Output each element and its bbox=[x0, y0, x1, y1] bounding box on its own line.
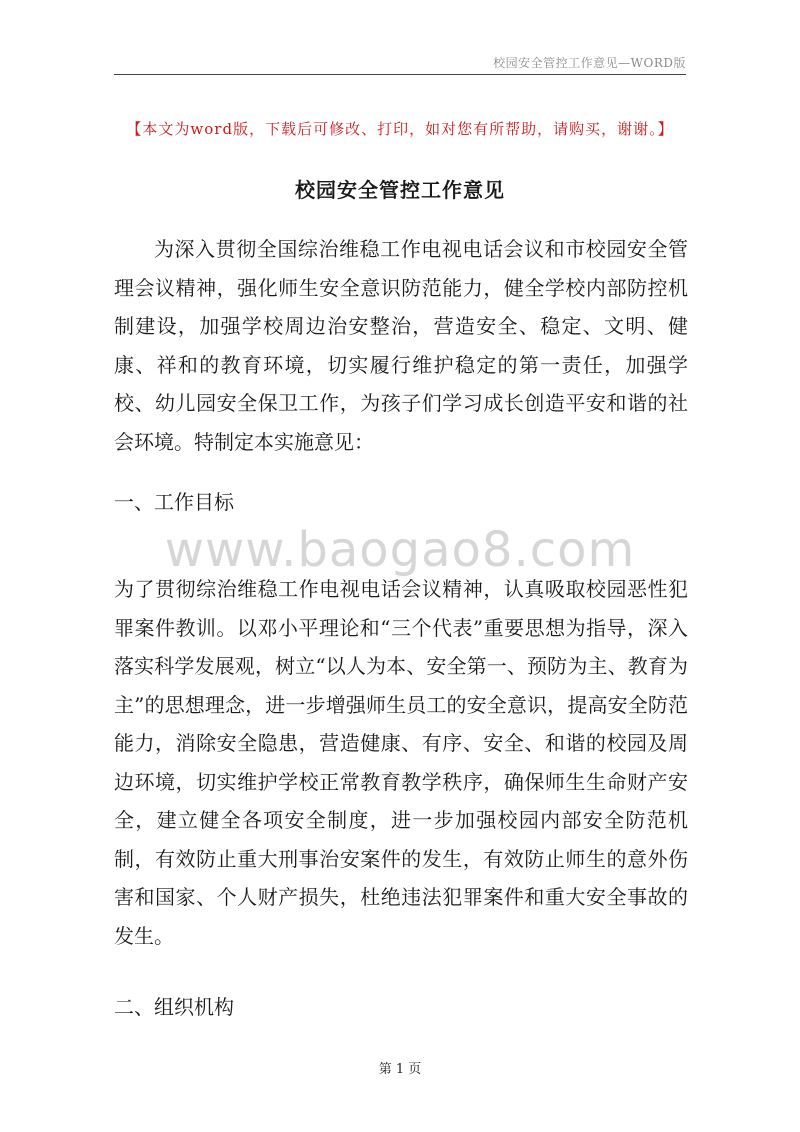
watermark: www.baogao8.com bbox=[164, 522, 636, 578]
header-divider bbox=[114, 74, 686, 75]
document-title: 校园安全管控工作意见 bbox=[295, 178, 505, 202]
running-header: 校园安全管控工作意见—WORD版 bbox=[493, 56, 686, 70]
section-heading-goals: 一、工作目标 bbox=[114, 490, 234, 514]
goals-paragraph: 为了贯彻综治维稳工作电视电话会议精神，认真吸取校园恶性犯罪案件教训。以邓小平理论和“三个代表”重要思想为指导，深入落实科学发展观，树立“以人为本、安全第一、预防为主、教育为主”的思想理念，进一步增强师生员工的安全意识，提高安全防范能力，消除安全隐患，营造健康、有序、安全、和谐的校园及周边环境，切实维护学校正常教育教学秩序，确保师生生命财产安全，建立健全各项安全制度，进一步加强校园内部安全防范机制，有效防止重大刑事治安案件的发生，有效防止师生的意外伤害和国家、个人财产损失，杜绝违法犯罪案件和重大安全事故的发生。 bbox=[114, 577, 688, 948]
intro-paragraph: 为深入贯彻全国综治维稳工作电视电话会议和市校园安全管理会议精神，强化师生安全意识防范能力，健全学校内部防控机制建设，加强学校周边治安整治，营造安全、稳定、文明、健康、祥和的教育环境，切实履行维护稳定的第一责任，加强学校、幼儿园安全保卫工作，为孩子们学习成长创造平安和谐的社会环境。特制定本实施意见： bbox=[114, 237, 688, 454]
purchase-notice: 【本文为word版，下载后可修改、打印，如对您有所帮助，请购买，谢谢。】 bbox=[126, 120, 674, 138]
page-number: 第 1 页 bbox=[378, 1062, 422, 1077]
section-heading-organization: 二、组织机构 bbox=[114, 995, 234, 1019]
